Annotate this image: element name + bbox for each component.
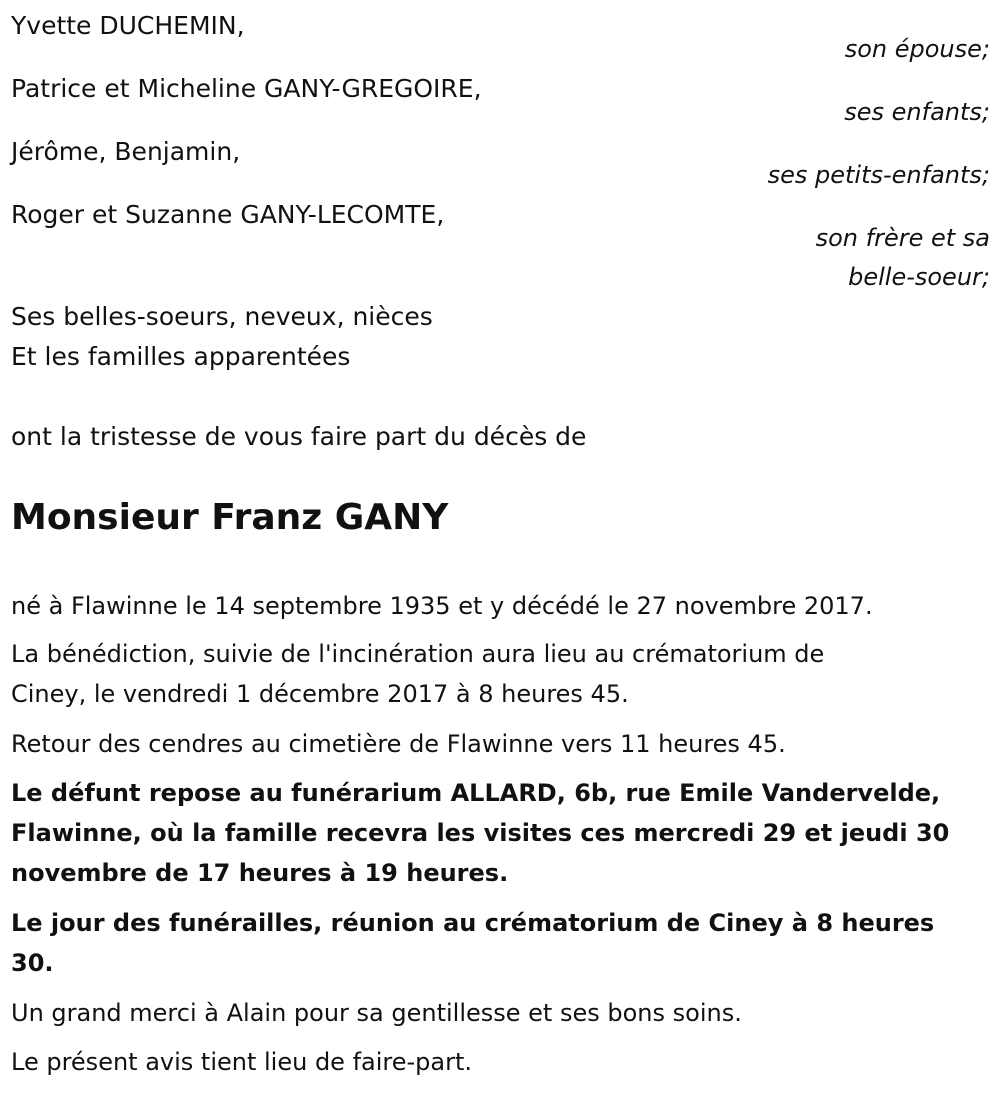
family-relation-grandchildren: ses petits-enfants; xyxy=(767,161,990,189)
notice-paragraph xyxy=(11,1042,981,1082)
birth-death-line: né à Flawinne le 14 septembre 1935 et y décédé le 27 novembre 2017. xyxy=(11,592,873,620)
ceremony-paragraph xyxy=(11,634,981,714)
other-relatives-line2: Et les familles apparentées xyxy=(11,342,351,371)
ceremony-line-1: La bénédiction, suivie de l'incinération aura lieu au crématorium de xyxy=(11,640,825,668)
meeting-paragraph xyxy=(11,903,981,983)
visitation-line-2: Flawinne, où la famille recevra les visites ces mercredi 29 et jeudi 30 xyxy=(11,819,950,847)
ashes-line: Retour des cendres au cimetière de Flawinne vers 11 heures 45. xyxy=(11,730,786,758)
ceremony-line-2: Ciney, le vendredi 1 décembre 2017 à 8 heures 45. xyxy=(11,680,629,708)
family-relation-sibling-line1: son frère et sa xyxy=(815,224,990,252)
announcement-text: ont la tristesse de vous faire part du décès de xyxy=(11,422,587,451)
visitation-line-1: Le défunt repose au funérarium ALLARD, 6b, rue Emile Vandervelde, xyxy=(11,779,941,807)
family-name-spouse: Yvette DUCHEMIN, xyxy=(11,11,245,40)
ashes-paragraph xyxy=(11,724,981,764)
thanks-paragraph xyxy=(11,993,981,1033)
family-name-children: Patrice et Micheline GANY-GREGOIRE, xyxy=(11,74,482,103)
visitation-line-3: novembre de 17 heures à 19 heures. xyxy=(11,859,509,887)
other-relatives-line1: Ses belles-soeurs, neveux, nièces xyxy=(11,302,433,331)
visitation-paragraph xyxy=(11,773,981,893)
deceased-name: Monsieur Franz GANY xyxy=(11,497,449,538)
family-name-grandchildren: Jérôme, Benjamin, xyxy=(11,137,241,166)
family-name-sibling: Roger et Suzanne GANY-LECOMTE, xyxy=(11,200,445,229)
family-relation-spouse: son épouse; xyxy=(844,35,990,63)
notice-line: Le présent avis tient lieu de faire-part. xyxy=(11,1048,473,1076)
thanks-line: Un grand merci à Alain pour sa gentillesse et ses bons soins. xyxy=(11,999,742,1027)
birth-death-paragraph xyxy=(11,586,981,626)
meeting-line-2: 30. xyxy=(11,949,54,977)
family-relation-sibling-line2: belle-soeur; xyxy=(848,263,990,291)
family-relation-children: ses enfants; xyxy=(844,98,990,126)
meeting-line-1: Le jour des funérailles, réunion au crématorium de Ciney à 8 heures xyxy=(11,909,935,937)
